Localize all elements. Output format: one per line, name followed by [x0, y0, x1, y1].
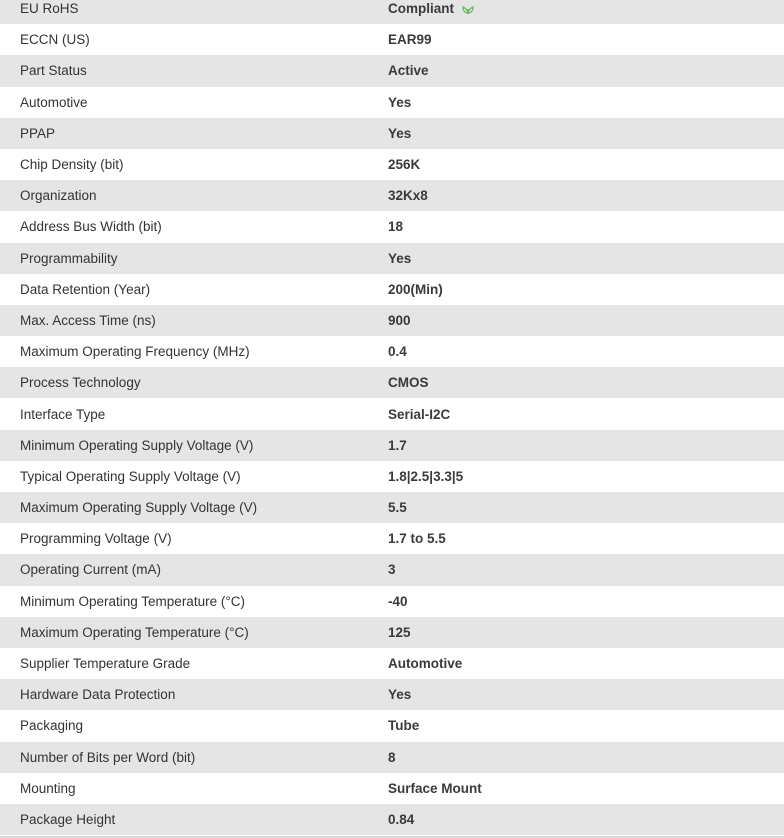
spec-row-mounting: [0, 773, 784, 804]
spec-label: Typical Operating Supply Voltage (V): [20, 468, 241, 484]
spec-label: Automotive: [20, 94, 88, 110]
spec-row-min-operating-temperature: [0, 586, 784, 617]
spec-label: Chip Density (bit): [20, 157, 124, 173]
spec-row-hardware-data-protection: [0, 679, 784, 710]
spec-label: Part Status: [20, 63, 87, 79]
spec-row-part-status: [0, 55, 784, 86]
spec-label: Maximum Operating Supply Voltage (V): [20, 500, 258, 516]
spec-value: [388, 1, 784, 16]
spec-value: 0.4: [388, 344, 407, 360]
spec-row-ppap: [0, 118, 784, 149]
spec-value: Tube: [388, 718, 420, 734]
spec-row-automotive: [0, 87, 784, 118]
spec-row-programmability: [0, 243, 784, 274]
spec-label: Mounting: [20, 780, 76, 796]
spec-row-process-technology: [0, 367, 784, 398]
spec-row-min-supply-voltage: [0, 430, 784, 461]
spec-row-bits-per-word: [0, 742, 784, 773]
spec-label: Address Bus Width (bit): [20, 219, 162, 235]
spec-value: Yes: [388, 687, 412, 703]
spec-label: Programming Voltage (V): [20, 531, 172, 547]
spec-row-max-access-time: [0, 305, 784, 336]
spec-label: Operating Current (mA): [20, 562, 162, 578]
spec-value: -40: [388, 593, 408, 609]
spec-row-package-height: [0, 804, 784, 835]
spec-value: EAR99: [388, 32, 432, 48]
spec-label: Organization: [20, 188, 97, 204]
spec-row-address-bus-width: [0, 211, 784, 242]
spec-label: Packaging: [20, 718, 84, 734]
spec-row-programming-voltage: [0, 523, 784, 554]
spec-value: 200(Min): [388, 281, 443, 297]
spec-value: 0.84: [388, 811, 415, 827]
spec-row-organization: [0, 180, 784, 211]
spec-label: Minimum Operating Supply Voltage (V): [20, 437, 254, 453]
spec-label: Maximum Operating Temperature (°C): [20, 624, 249, 640]
spec-value: 8: [388, 749, 396, 765]
leaf-icon: [461, 3, 475, 15]
spec-label: ECCN (US): [20, 32, 90, 48]
spec-row-max-operating-frequency: [0, 336, 784, 367]
spec-label: PPAP: [20, 125, 56, 141]
spec-value: Yes: [388, 125, 412, 141]
spec-row-typical-supply-voltage: [0, 461, 784, 492]
spec-label: Supplier Temperature Grade: [20, 656, 191, 672]
spec-value: 32Kx8: [388, 188, 428, 204]
spec-label: Process Technology: [20, 375, 141, 391]
spec-value: 1.7 to 5.5: [388, 531, 446, 547]
spec-row-chip-density: [0, 149, 784, 180]
spec-value: 256K: [388, 157, 421, 173]
spec-value-text: Compliant: [388, 1, 454, 17]
spec-label: Data Retention (Year): [20, 281, 151, 297]
spec-row-supplier-temperature-grade: [0, 648, 784, 679]
spec-row-operating-current: [0, 554, 784, 585]
spec-value: Automotive: [388, 656, 463, 672]
spec-value: 900: [388, 312, 411, 328]
spec-label: Package Height: [20, 811, 116, 827]
spec-label: Minimum Operating Temperature (°C): [20, 593, 245, 609]
spec-value: Surface Mount: [388, 780, 482, 796]
spec-label: Interface Type: [20, 406, 106, 422]
spec-value: Yes: [388, 250, 412, 266]
spec-value: CMOS: [388, 375, 429, 391]
spec-value: 1.8|2.5|3.3|5: [388, 468, 464, 484]
spec-value: Active: [388, 63, 429, 79]
spec-label: Number of Bits per Word (bit): [20, 749, 196, 765]
spec-value: 5.5: [388, 500, 407, 516]
spec-row-eu-rohs: [0, 0, 784, 24]
spec-row-interface-type: [0, 398, 784, 429]
spec-value: 1.7: [388, 437, 407, 453]
spec-label: Max. Access Time (ns): [20, 312, 156, 328]
spec-value: 3: [388, 562, 396, 578]
spec-row-eccn: [0, 24, 784, 55]
spec-row-packaging: [0, 710, 784, 741]
spec-value: Yes: [388, 94, 412, 110]
spec-row-max-supply-voltage: [0, 492, 784, 523]
spec-label: Hardware Data Protection: [20, 687, 176, 703]
spec-value: 18: [388, 219, 404, 235]
spec-value: 125: [388, 624, 411, 640]
spec-label: EU RoHS: [20, 1, 79, 17]
spec-value: Serial-I2C: [388, 406, 451, 422]
spec-label: Maximum Operating Frequency (MHz): [20, 344, 250, 360]
spec-label: Programmability: [20, 250, 118, 266]
spec-row-data-retention: [0, 274, 784, 305]
spec-row-max-operating-temperature: [0, 617, 784, 648]
